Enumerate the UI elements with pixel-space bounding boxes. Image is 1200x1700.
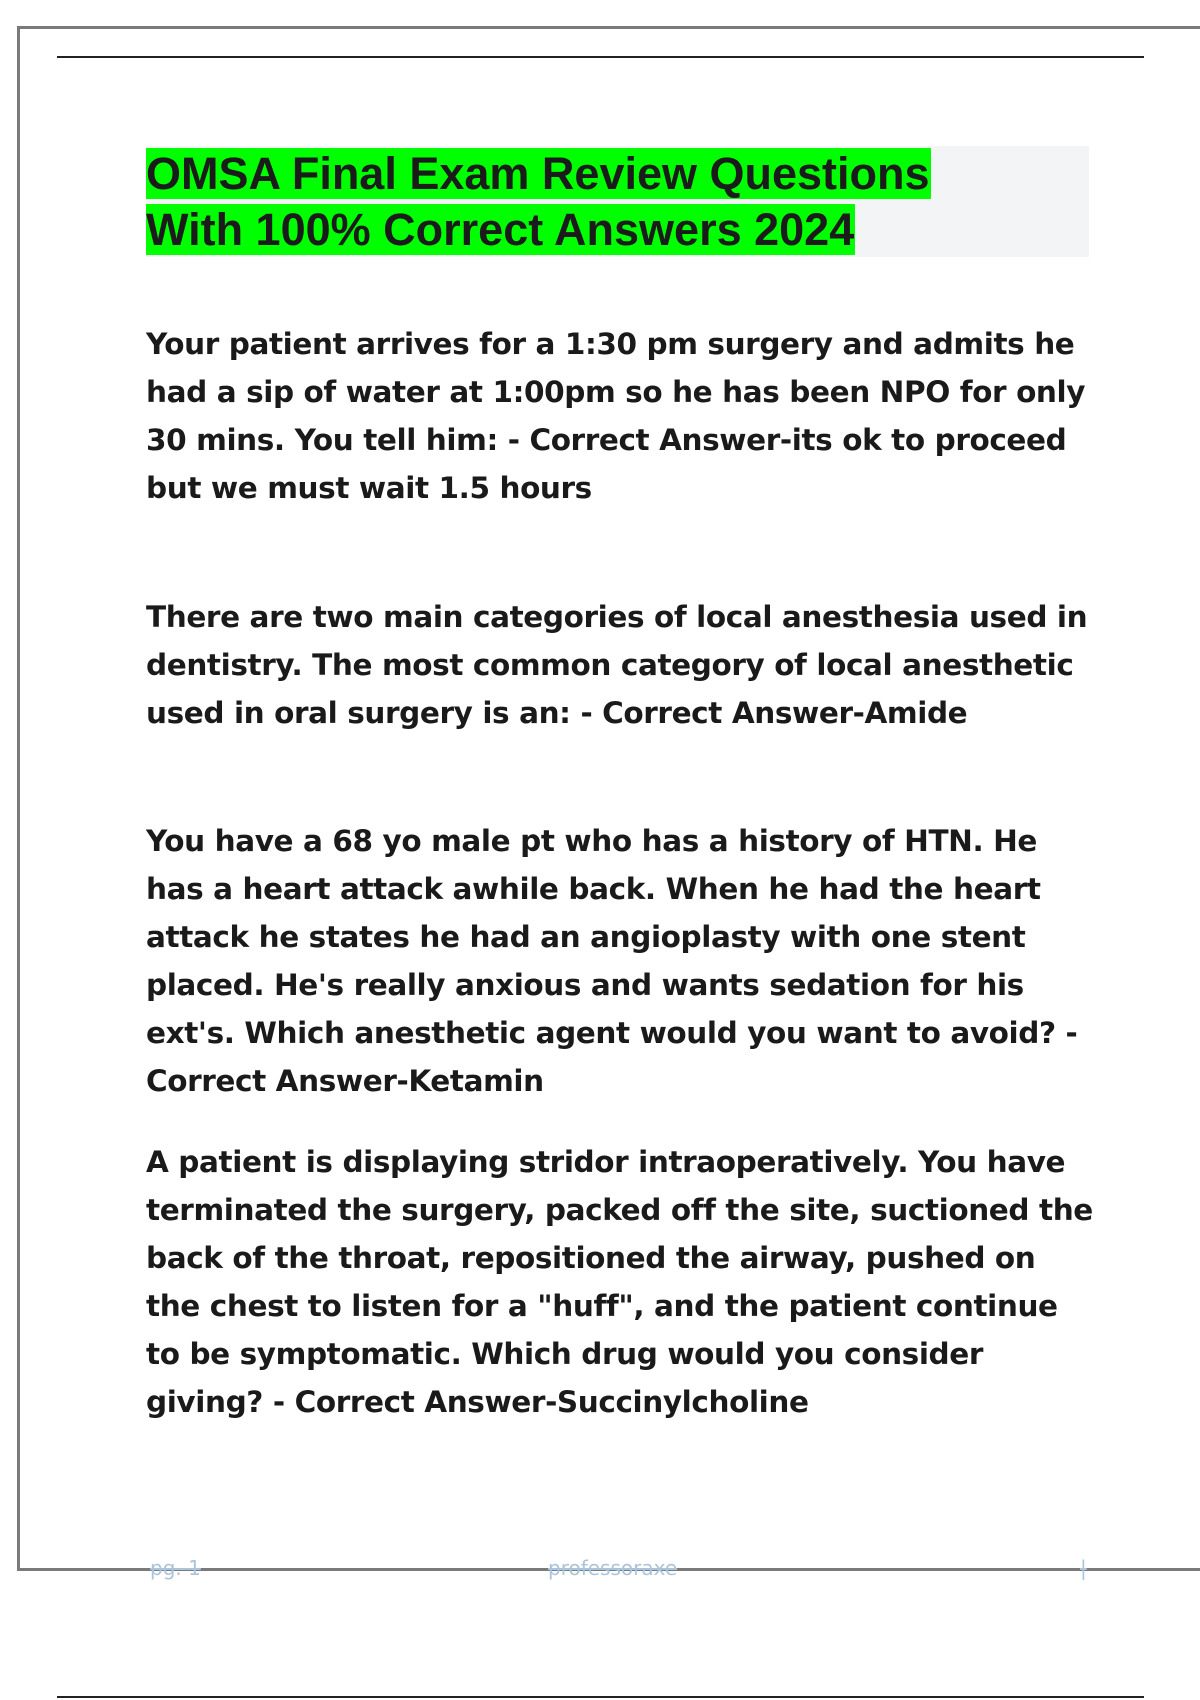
- footer-author: professoraxe: [548, 1556, 678, 1580]
- document-title: [146, 146, 1089, 258]
- footer-separator: |: [1080, 1556, 1087, 1580]
- title-line-1: OMSA Final Exam Review Questions: [146, 148, 930, 199]
- question-4: A patient is displaying stridor intraoperatively. You have terminated the surgery, packed off the site, suctioned the back of the throat, repositioned the airway, pushed on the chest to listen for a "huff", and the patient continue to be symptomatic. Which drug would you consider giving? - Correct Answer-Succinylcholine: [146, 1145, 1093, 1419]
- question-3: You have a 68 yo male pt who has a history of HTN. He has a heart attack awhile back. When he had the heart attack he states he had an angioplasty with one stent placed. He's really anxious and wants sedation for his ext's. Which anesthetic agent would you want to avoid? - Correct Answer-Ketamin: [146, 824, 1078, 1098]
- bottom-rule: [57, 1696, 1144, 1698]
- footer-page-number: pg. 1: [150, 1556, 201, 1580]
- question-1: Your patient arrives for a 1:30 pm surgery and admits he had a sip of water at 1:00pm so he has been NPO for only 30 mins. You tell him: - Correct Answer-its ok to proceed but we must wait 1.5 hours: [146, 327, 1086, 505]
- header-rule: [57, 56, 1144, 58]
- question-2: There are two main categories of local anesthesia used in dentistry. The most common category of local anesthetic used in oral surgery is an: - Correct Answer-Amide: [146, 600, 1088, 730]
- title-box: [146, 146, 1089, 257]
- title-line-2: With 100% Correct Answers 2024: [146, 204, 855, 255]
